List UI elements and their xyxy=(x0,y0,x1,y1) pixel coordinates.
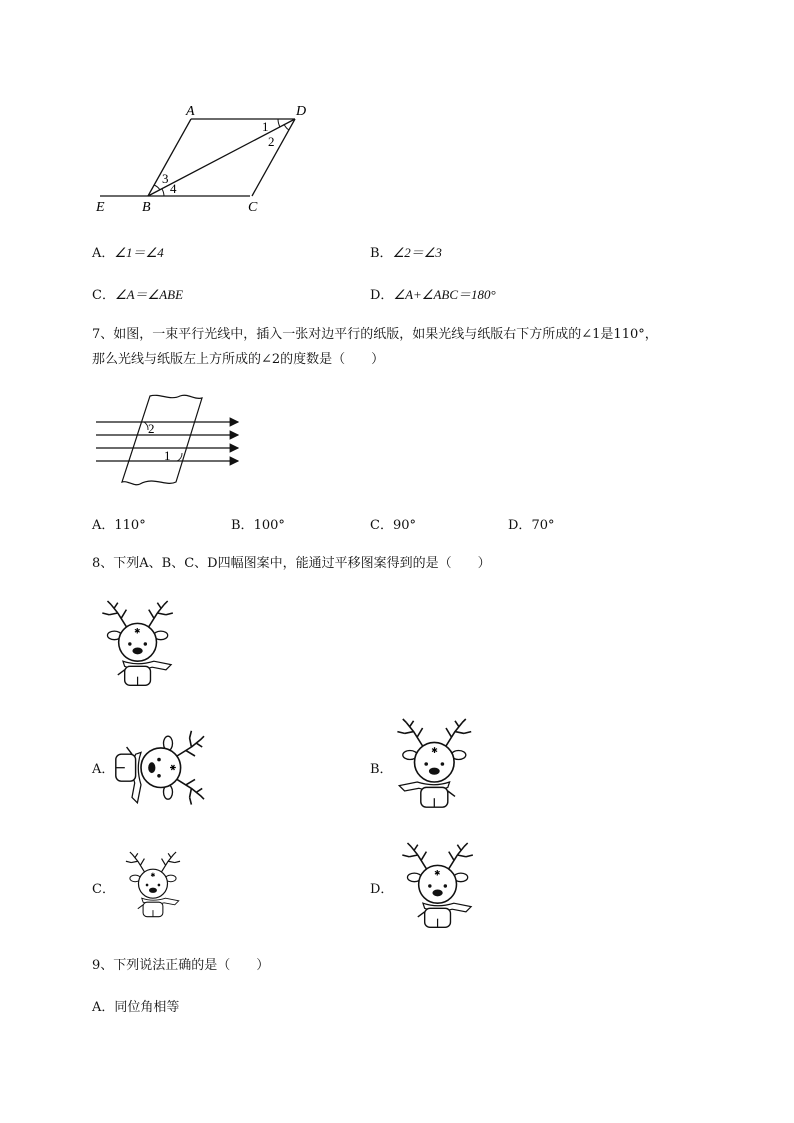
q6-option-d[interactable] xyxy=(370,284,496,303)
angle-1-label: 1 xyxy=(164,448,171,463)
angle-3-label: 3 xyxy=(162,171,169,186)
q7-stem-line1: 7、如图，一束平行光线中，插入一张对边平行的纸版，如果光线与纸版右下方所成的∠1是110°， xyxy=(92,327,658,342)
option-letter: C． xyxy=(92,288,115,303)
option-text: 100° xyxy=(253,518,285,533)
q8-option-b-label[interactable]: B． xyxy=(370,762,393,777)
angle-1-label: 1 xyxy=(262,119,269,134)
option-letter: B． xyxy=(231,518,254,533)
q9-option-a[interactable]: A．同位角相等 xyxy=(92,1000,180,1015)
label-D: D xyxy=(296,104,307,119)
q7-option-a[interactable] xyxy=(92,514,146,533)
option-text: 90° xyxy=(392,518,416,533)
label-C: C xyxy=(248,200,258,215)
q7-option-c[interactable] xyxy=(370,514,416,533)
q7-option-b[interactable] xyxy=(231,514,285,533)
angle-4-label: 4 xyxy=(170,181,177,196)
option-letter: D． xyxy=(508,518,532,533)
deer-option-b-mirrored[interactable] xyxy=(392,718,482,810)
option-text: ∠2＝∠3 xyxy=(392,245,442,260)
label-E: E xyxy=(96,200,105,215)
q8-option-d-label[interactable]: D． xyxy=(370,882,394,897)
deer-original-pattern xyxy=(92,598,178,690)
q8-option-a-label[interactable]: A． xyxy=(92,762,115,777)
angle-2-label: 2 xyxy=(268,134,275,149)
parallelogram-figure xyxy=(90,100,320,215)
option-text: 110° xyxy=(114,518,146,533)
option-letter: D． xyxy=(370,288,394,303)
option-letter: A． xyxy=(92,518,115,533)
q6-option-b[interactable] xyxy=(370,242,442,261)
deer-option-a-rotated[interactable] xyxy=(112,720,206,810)
label-A: A xyxy=(186,104,195,119)
option-letter: A． xyxy=(92,246,115,261)
q7-option-d[interactable] xyxy=(508,514,554,533)
q8-stem: 8、下列A、B、C、D四幅图案中，能通过平移图案得到的是（ ） xyxy=(92,556,491,571)
angle-2-label: 2 xyxy=(148,421,155,436)
q9-stem: 9、下列说法正确的是（ ） xyxy=(92,958,270,973)
q6-option-a[interactable] xyxy=(92,242,164,261)
q8-option-c-label[interactable]: C． xyxy=(92,882,115,897)
option-text: ∠1＝∠4 xyxy=(114,245,164,260)
deer-option-d-translated[interactable] xyxy=(392,840,478,932)
light-paper-figure xyxy=(92,392,242,490)
q7-stem-line2: 那么光线与纸版左上方所成的∠2的度数是（ ） xyxy=(92,352,385,367)
deer-option-c-small[interactable] xyxy=(118,850,184,920)
option-letter: B． xyxy=(370,246,393,261)
option-letter: C． xyxy=(370,518,393,533)
option-text: ∠A+∠ABC＝180° xyxy=(393,287,496,302)
option-text: ∠A＝∠ABE xyxy=(114,287,184,302)
q6-option-c[interactable] xyxy=(92,284,183,303)
option-text: 70° xyxy=(531,518,555,533)
label-B: B xyxy=(142,200,151,215)
